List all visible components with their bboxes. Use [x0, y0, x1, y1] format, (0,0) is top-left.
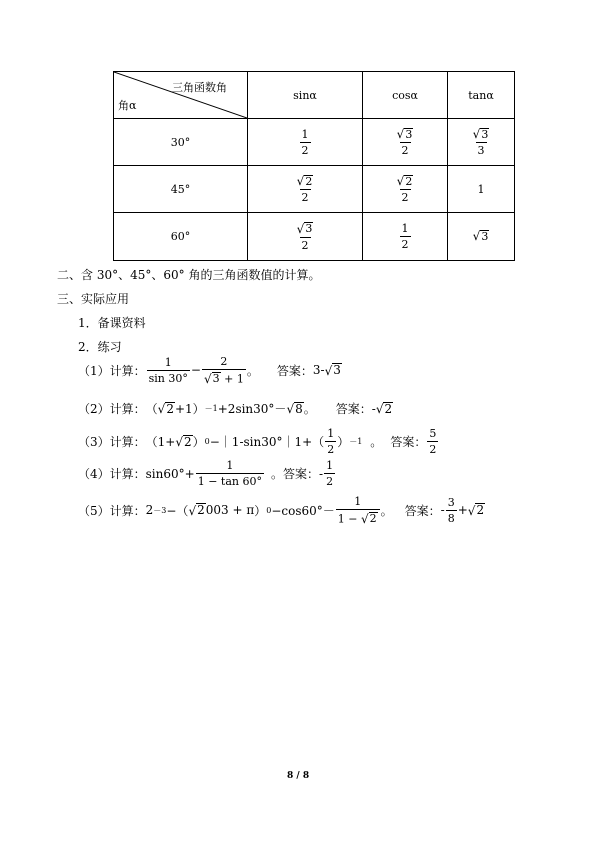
value-cell: √ 3: [448, 213, 515, 261]
value-cell: √ 2 2: [363, 166, 448, 213]
value-cell: √ 3 2: [248, 213, 363, 261]
header-cos: cosα: [363, 72, 448, 119]
value-cell: 1: [448, 166, 515, 213]
answer-label: 答案：: [282, 467, 319, 481]
header-sin: sinα: [248, 72, 363, 119]
table-row-30: [114, 119, 515, 166]
value-cell: √ 3 3: [448, 119, 515, 166]
exercise-2: （2）计算： （ √ 2 +1） －1 +2sin30°－ √ 8 。 答案： - √ 2: [78, 401, 393, 417]
exercise-4: （4）计算： sin60°+ $\frac{1}{1 - \tan 60^\circ}$ 。 答案： - $\frac{1}{2}$: [78, 459, 334, 488]
table-row-60: [114, 213, 515, 261]
answer-label: 答案：: [276, 363, 313, 378]
answer-label: 答案：: [404, 503, 441, 518]
fraction: $\frac{1}{\sin 30^\circ}$: [148, 355, 188, 385]
exercise-5: （5）计算： 2 －3 −（ √ 2 003 + π ） 0 −cos60°－ 1 1 − √ 2 。 答案： - $\frac{3}{8}$ + √ 2: [78, 495, 485, 526]
exercise-1: （1）计算： $\frac{1}{\sin 30^\circ}$ − 2 √ 3 + 1 。 答案： 3- √ 3: [78, 355, 341, 386]
table-corner-cell: [114, 72, 248, 119]
page-number: 8 / 8: [287, 771, 310, 781]
value-cell: $\frac{1}{2}$: [248, 119, 363, 166]
trig-value-table: [113, 71, 515, 261]
header-tan: tanα: [448, 72, 515, 119]
table-row-45: [114, 166, 515, 213]
angle-cell: 30°: [114, 119, 248, 166]
answer-label: 答案：: [335, 402, 372, 416]
exercise-3: （3）计算： （1+ √ 2 ） 0 −｜1-sin30°｜1+（ $\frac{1}{2}$ ） －1 。 答案： $\frac{5}{2}$: [78, 427, 437, 456]
fraction: 2 √ 3 + 1: [203, 355, 244, 386]
section-3-heading: 三、实际应用: [57, 292, 130, 306]
value-cell: √ 3 2: [363, 119, 448, 166]
answer-label: 答案：: [390, 435, 427, 449]
corner-top-label: 三角函数角: [172, 81, 227, 94]
item-2-heading: 2．练习: [78, 340, 122, 354]
angle-cell: 60°: [114, 213, 248, 261]
value-cell: √ 2 2: [248, 166, 363, 213]
corner-bottom-label: 角α: [118, 99, 137, 112]
value-cell: $\frac{1}{2}$: [363, 213, 448, 261]
item-1-heading: 1．备课资料: [78, 316, 146, 330]
section-2-heading: 二、含 30°、45°、60° 角的三角函数值的计算。: [57, 268, 321, 282]
angle-cell: 45°: [114, 166, 248, 213]
